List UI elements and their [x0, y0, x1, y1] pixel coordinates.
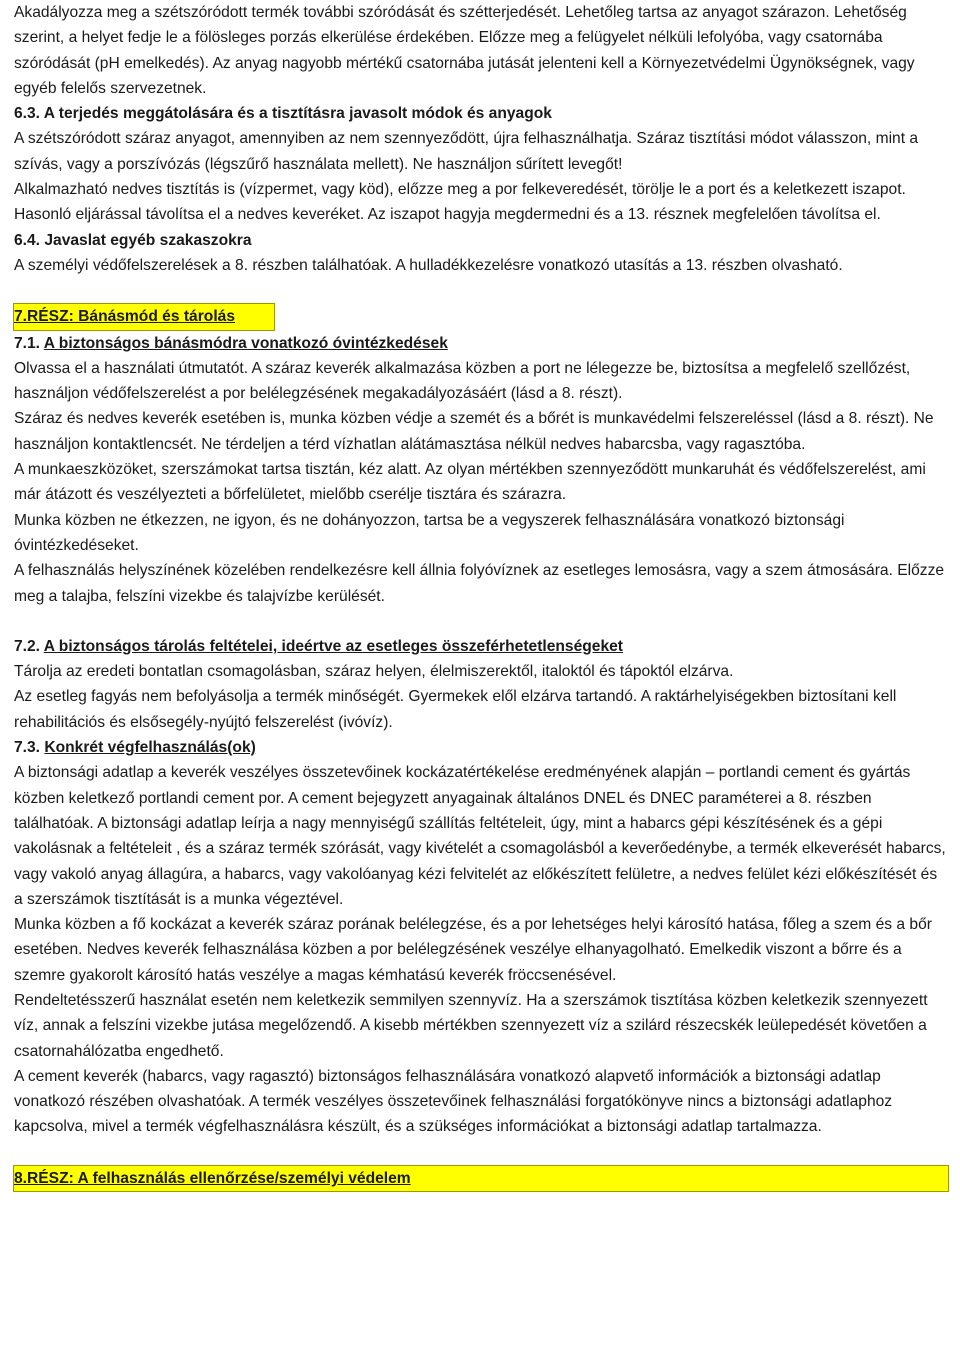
section-heading-7-2 [14, 634, 946, 659]
part-heading-7 [13, 303, 275, 330]
part-title: RÉSZ: A felhasználás ellenőrzése/személyi védelem [27, 1169, 411, 1187]
paragraph-end-use-3: Rendeltetésszerű használat esetén nem keletkezik semmilyen szennyvíz. Ha a szerszámok tisztítása közben keletkezik szennyezett víz, annak a felszíni vizekbe jutása megelőzendő. A kisebb mértékben szennyezett víz a szilárd részecskék leülepedését követően a csatornahálózatba engedhető. [14, 991, 928, 1060]
paragraph-handling-1: Olvassa el a használati útmutatót. A száraz keverék alkalmazása közben a port ne lélegezze be, biztosítsa a megfelelő szellőzést, használjon védőfelszerelést a por belélegzésének megakadályozásáért (lásd a 8. részt). [14, 359, 911, 403]
paragraph-spill-containment: Akadályozza meg a szétszóródott termék további szóródását és szétterjedését. Lehetőleg tartsa az anyagot szárazon. Lehetőség szerint, a helyet fedje le a fölösleges porzás elkerülése érdekében. Előzze meg a felügyelet nélküli lefolyóba, vagy csatornába szóródását (pH emelkedés). Az anyag nagyobb mértékű csatornába jutását jelenteni kell a Környezetvédelmi Ügynökségnek, vagy egyéb felelős szervezetnek. [14, 4, 915, 97]
section-heading-6-4 [14, 228, 946, 253]
paragraph-other-sections: A személyi védőfelszerelések a 8. részben találhatóak. A hulladékkezelésre vonatkozó utasítás a 13. részben olvasható. [14, 256, 843, 274]
paragraph-end-use-4: A cement keverék (habarcs, vagy ragasztó) biztonságos felhasználására vonatkozó alapvető információk a biztonsági adatlap vonatkozó részében olvashatóak. A termék veszélyes összetevőinek felhasználási forgatókönyve nincs a biztonsági adatlaphoz kapcsolva, mivel a termék végfelhasználásra készült, és a szükséges információkat a biztonsági adatlap tartalmazza. [14, 1067, 893, 1136]
section-number: 6.4. [14, 231, 41, 249]
section-heading-6-3 [14, 101, 946, 126]
spacer [14, 609, 946, 634]
spacer [14, 278, 946, 303]
part-number: 8. [14, 1169, 28, 1187]
part-heading-8 [13, 1165, 949, 1192]
paragraph-wet-cleaning: Alkalmazható nedves tisztítás is (vízpermet, vagy köd), előzze meg a por felkeveredését, törölje le a port és a keletkezett iszapot. Hasonló eljárással távolítsa el a nedves keveréket. Az iszapot hagyja megdermedni és a 13. résznek megfelelően távolítsa el. [14, 181, 906, 224]
part-title: RÉSZ: Bánásmód és tárolás [27, 308, 235, 326]
paragraph-handling-4: Munka közben ne étkezzen, ne igyon, és ne dohányozzon, tartsa be a vegyszerek felhasználására vonatkozó biztonsági óvintézkedéseket. [14, 511, 845, 554]
section-title: Javaslat egyéb szakaszokra [44, 231, 252, 249]
paragraph-end-use-1: A biztonsági adatlap a keverék veszélyes összetevőinek kockázatértékelése eredményének alapján – portlandi cement és gyártás közben keletkező portlandi cement por. A cement bejegyzett anyagainak általános DNEL és DNEC paraméterei a 8. részben találhatóak. A biztonsági adatlap leírja a nagy mennyiségű szállítás feltételeit, úgy, mint a habarcs gépi készítésének és a gépi vakolásnak a feltételeit , és a száraz termék szórását, vagy kivételét a csomagolásból a keverőedénybe, a termék elkeverését habarcs, vagy vakoló anyag állagúra, a habarcs, vagy vakolóanyag kézi felvitelét az előkészített felületre, a nedves felület kézi előkészítését és a szerszámok tisztítását is a munka végeztével. [14, 764, 946, 908]
section-title: A biztonságos bánásmódra vonatkozó óvintézkedések [43, 334, 448, 352]
section-heading-7-3 [14, 735, 946, 760]
section-heading-7-1 [14, 331, 946, 356]
paragraph-handling-3: A munkaeszközöket, szerszámokat tartsa tisztán, kéz alatt. Az olyan mértékben szennyeződött munkaruhát és védőfelszerelést, ami már átázott és veszélyezteti a bőrfelületet, mielőbb cserélje tisztára és szárazra. [14, 461, 926, 504]
paragraph-end-use-2: Munka közben a fő kockázat a keverék száraz porának belélegzése, és a por lehetséges helyi károsító hatása, főleg a szem és a bőr esetében. Nedves keverék felhasználása közben a por belélegzésének veszélye elhanyagolható. Emelkedik viszont a bőrre és a szemre gyakorolt károsító hatás veszélye a magas kémhatású keverék fröccsenésével. [14, 916, 932, 984]
paragraph-handling-2: Száraz és nedves keverék esetében is, munka közben védje a szemét és a bőrét is munkavédelmi felszereléssel (lásd a 8. részt). Ne használjon kontaktlencsét. Ne térdeljen a térd vízhatlan alátámasztása nélkül nedves habarcsba, vagy ragasztóba. [14, 410, 934, 453]
section-number: 6.3. [14, 105, 41, 123]
section-number: 7.1. [14, 334, 41, 352]
part-number: 7. [14, 308, 28, 326]
section-title: Konkrét végfelhasználás(ok) [44, 739, 256, 757]
section-title: A biztonságos tárolás feltételei, ideértve az esetleges összeférhetetlenségeket [43, 637, 623, 655]
paragraph-storage-1: Tárolja az eredeti bontatlan csomagolásban, száraz helyen, élelmiszerektől, italoktól és tápoktól elzárva. [14, 663, 734, 681]
spacer [14, 1140, 946, 1165]
paragraph-dry-cleaning: A szétszóródott száraz anyagot, amennyiben az nem szennyeződött, újra felhasználhatja. Száraz tisztítási módot válasszon, mint a szívás, vagy a porszívózás (légszűrő használata mellett). Ne használjon sűrített levegőt! [14, 130, 919, 173]
paragraph-handling-5: A felhasználás helyszínének közelében rendelkezésre kell állnia folyóvíznek az esetleges lemosásra, vagy a szem átmosására. Előzze meg a talajba, felszíni vizekbe és talajvízbe kerülését. [14, 562, 945, 605]
section-number: 7.3. [14, 739, 41, 757]
paragraph-storage-2: Az esetleg fagyás nem befolyásolja a termék minőségét. Gyermekek elől elzárva tartandó. A raktárhelyiségekben biztosítani kell rehabilitációs és elsősegély-nyújtó felszerelést (ivóvíz). [14, 688, 897, 731]
section-title: A terjedés meggátolására és a tisztításra javasolt módok és anyagok [43, 105, 552, 123]
section-number: 7.2. [14, 637, 41, 655]
